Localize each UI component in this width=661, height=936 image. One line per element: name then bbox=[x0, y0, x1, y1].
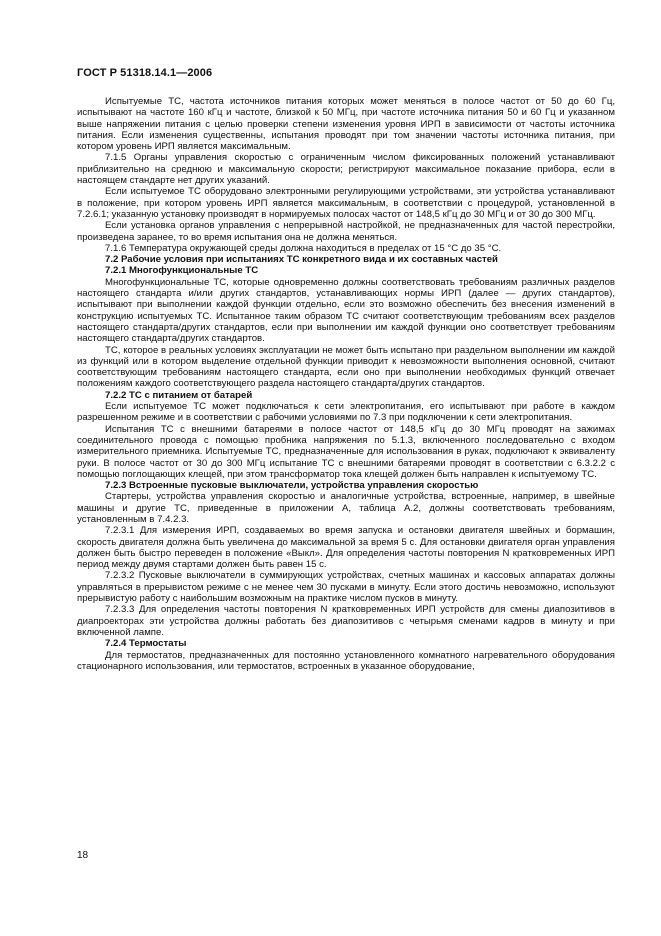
paragraph-7-2-3-1: 7.2.3.1 Для измерения ИРП, создаваемых во время запуска и остановки двигателя швейных и бормашин, скорость двигателя должна быть увеличена до максимальной за время 5 с. Для остановки двигателя орган управления должен быть быстро переведен в положение «Выкл». Для определения частоты повторения N кратковременных ИРП период между двумя стартами должен быть равен 15 с. bbox=[77, 525, 615, 571]
heading-7-2-4: 7.2.4 Термостаты bbox=[105, 638, 187, 650]
heading-7-2-1: 7.2.1 Многофункциональные ТС bbox=[105, 265, 259, 277]
paragraph-7-2-3-3: 7.2.3.3 Для определения частоты повторения N кратковременных ИРП устройств для смены диапозитивов в диапроекторах эти устройства должны работать без диапозитивов с четырьмя сменами кадров в минуту и при включенной лампе. bbox=[77, 604, 615, 638]
paragraph-7-1-6: 7.1.6 Температура окружающей среды должна находиться в пределах от 15 °С до 35 °С. bbox=[105, 242, 502, 254]
paragraph-starters: Стартеры, устройства управления скоростью и аналогичные устройства, встроенные, например, в швейные машины и другие ТС, приведенные в приложении А, таблица А.2, должны соответствовать требованиям, установленным в 7.4.2.3. bbox=[77, 491, 615, 525]
paragraph-thermostats: Для термостатов, предназначенных для постоянно установленного комнатного нагревательного оборудования стационарного использования, или термостатов, встроенных в указанное оборудование, bbox=[77, 649, 615, 672]
paragraph-7-2-3-2: 7.2.3.2 Пусковые выключатели в суммирующих устройствах, счетных машинах и кассовых аппаратах должны управляться в прерывистом режиме с не менее чем 30 пусками в минуту. Если этого достичь невозможно, используют прерывистую работу с наибольшим возможным на практике числом пусков в минуту. bbox=[77, 570, 615, 605]
paragraph-continuous-controls: Если установка органов управления с непрерывной настройкой, не предназначенных для частой перестройки, произведена заранее, то во время испытания она не должна меняться. bbox=[77, 220, 615, 243]
document-header: ГОСТ Р 51318.14.1—2006 bbox=[77, 67, 213, 79]
paragraph-multifunction-2: ТС, которое в реальных условиях эксплуатации не может быть испытано при раздельном выполнении им каждой из функций или в котором выделение отдельной функции приводит к невозможности выполнения основной, считают соответствующим требованиям настоящего стандарта, если оно при выполнении необходимых функций отвечает положениям каждого соответствующего раздела настоящего стандарта/других стандартов. bbox=[77, 344, 615, 390]
paragraph-multifunction: Многофункциональные ТС, которые одновременно должны соответствовать требованиям различных разделов настоящего стандарта и/или других стандартов, устанавливающих нормы ИРП (далее — других стандартов), испытывают при выполнении каждой функции отдельно, если это возможно обеспечить без внесения изменений в конструкцию испытуемых ТС. Испытанное таким образом ТС считают соответствующим требованиям всех разделов настоящего стандарта/других стандартов, если при выполнении им каждой функции оно соответствует требованиям настоящего стандарта/других стандартов. bbox=[77, 276, 615, 345]
paragraph-electronic-controls: Если испытуемое ТС оборудовано электронными регулирующими устройствами, эти устройства устанавливают в положение, при котором уровень ИРП является максимальным, в соответствии с процедурой, установленной в 7.2.6.1; указанную установку производят в нормируемых полосах частот от 148,5 кГц до 30 МГц и от 30 до 300 МГц. bbox=[77, 186, 615, 220]
paragraph-battery-1: Если испытуемое ТС может подключаться к сети электропитания, его испытывают при работе в каждом разрешенном режиме и в соответствии с рабочими условиями по 7.3 при подключении к сети электропитания. bbox=[77, 401, 615, 424]
document-body bbox=[77, 96, 615, 672]
heading-7-2-3: 7.2.3 Встроенные пусковые выключатели, устройства управления скоростью bbox=[105, 480, 479, 492]
paragraph-7-1-5: 7.1.5 Органы управления скоростью с ограниченным числом фиксированных положений устанавливают приблизительно на среднюю и максимальную скорости; регистрируют максимальное показание прибора, если в настоящем стандарте нет других указаний. bbox=[77, 152, 615, 187]
heading-7-2: 7.2 Рабочие условия при испытаниях ТС конкретного вида и их составных частей bbox=[105, 254, 498, 266]
heading-7-2-2: 7.2.2 ТС с питанием от батарей bbox=[105, 389, 253, 401]
page-number: 18 bbox=[77, 850, 89, 861]
paragraph-intro: Испытуемые ТС, частота источников питания которых может меняться в полосе частот от 50 до 60 Гц, испытывают на частоте 160 кГц и частоте, близкой к 50 МГц, при частоте источника питания 50 и 60 Гц и указанном выше напряжении питания с целью проверки степени изменения уровня ИРП в зависимости от частоты источника питания. Если изменения существенны, испытания проводят при том значении частоты источника питания, при котором уровень ИРП является максимальным. bbox=[77, 96, 615, 153]
paragraph-battery-2: Испытания ТС с внешними батареями в полосе частот от 148,5 кГц до 30 МГц проводят на зажимах соединительного провода с помощью пробника напряжения по 5.1.3, включенного последовательно с входом измерительного приемника. Испытуемые ТС, предназначенные для использования в руках, подключают к эквиваленту руки. В полосе частот от 30 до 300 МГц испытание ТС с внешними батареями проводят в соответствии с 6.3.2.2 с помощью поглощающих клещей, при этом трансформатор тока клещей должен быть направлен к испытуемому ТС. bbox=[77, 423, 615, 480]
